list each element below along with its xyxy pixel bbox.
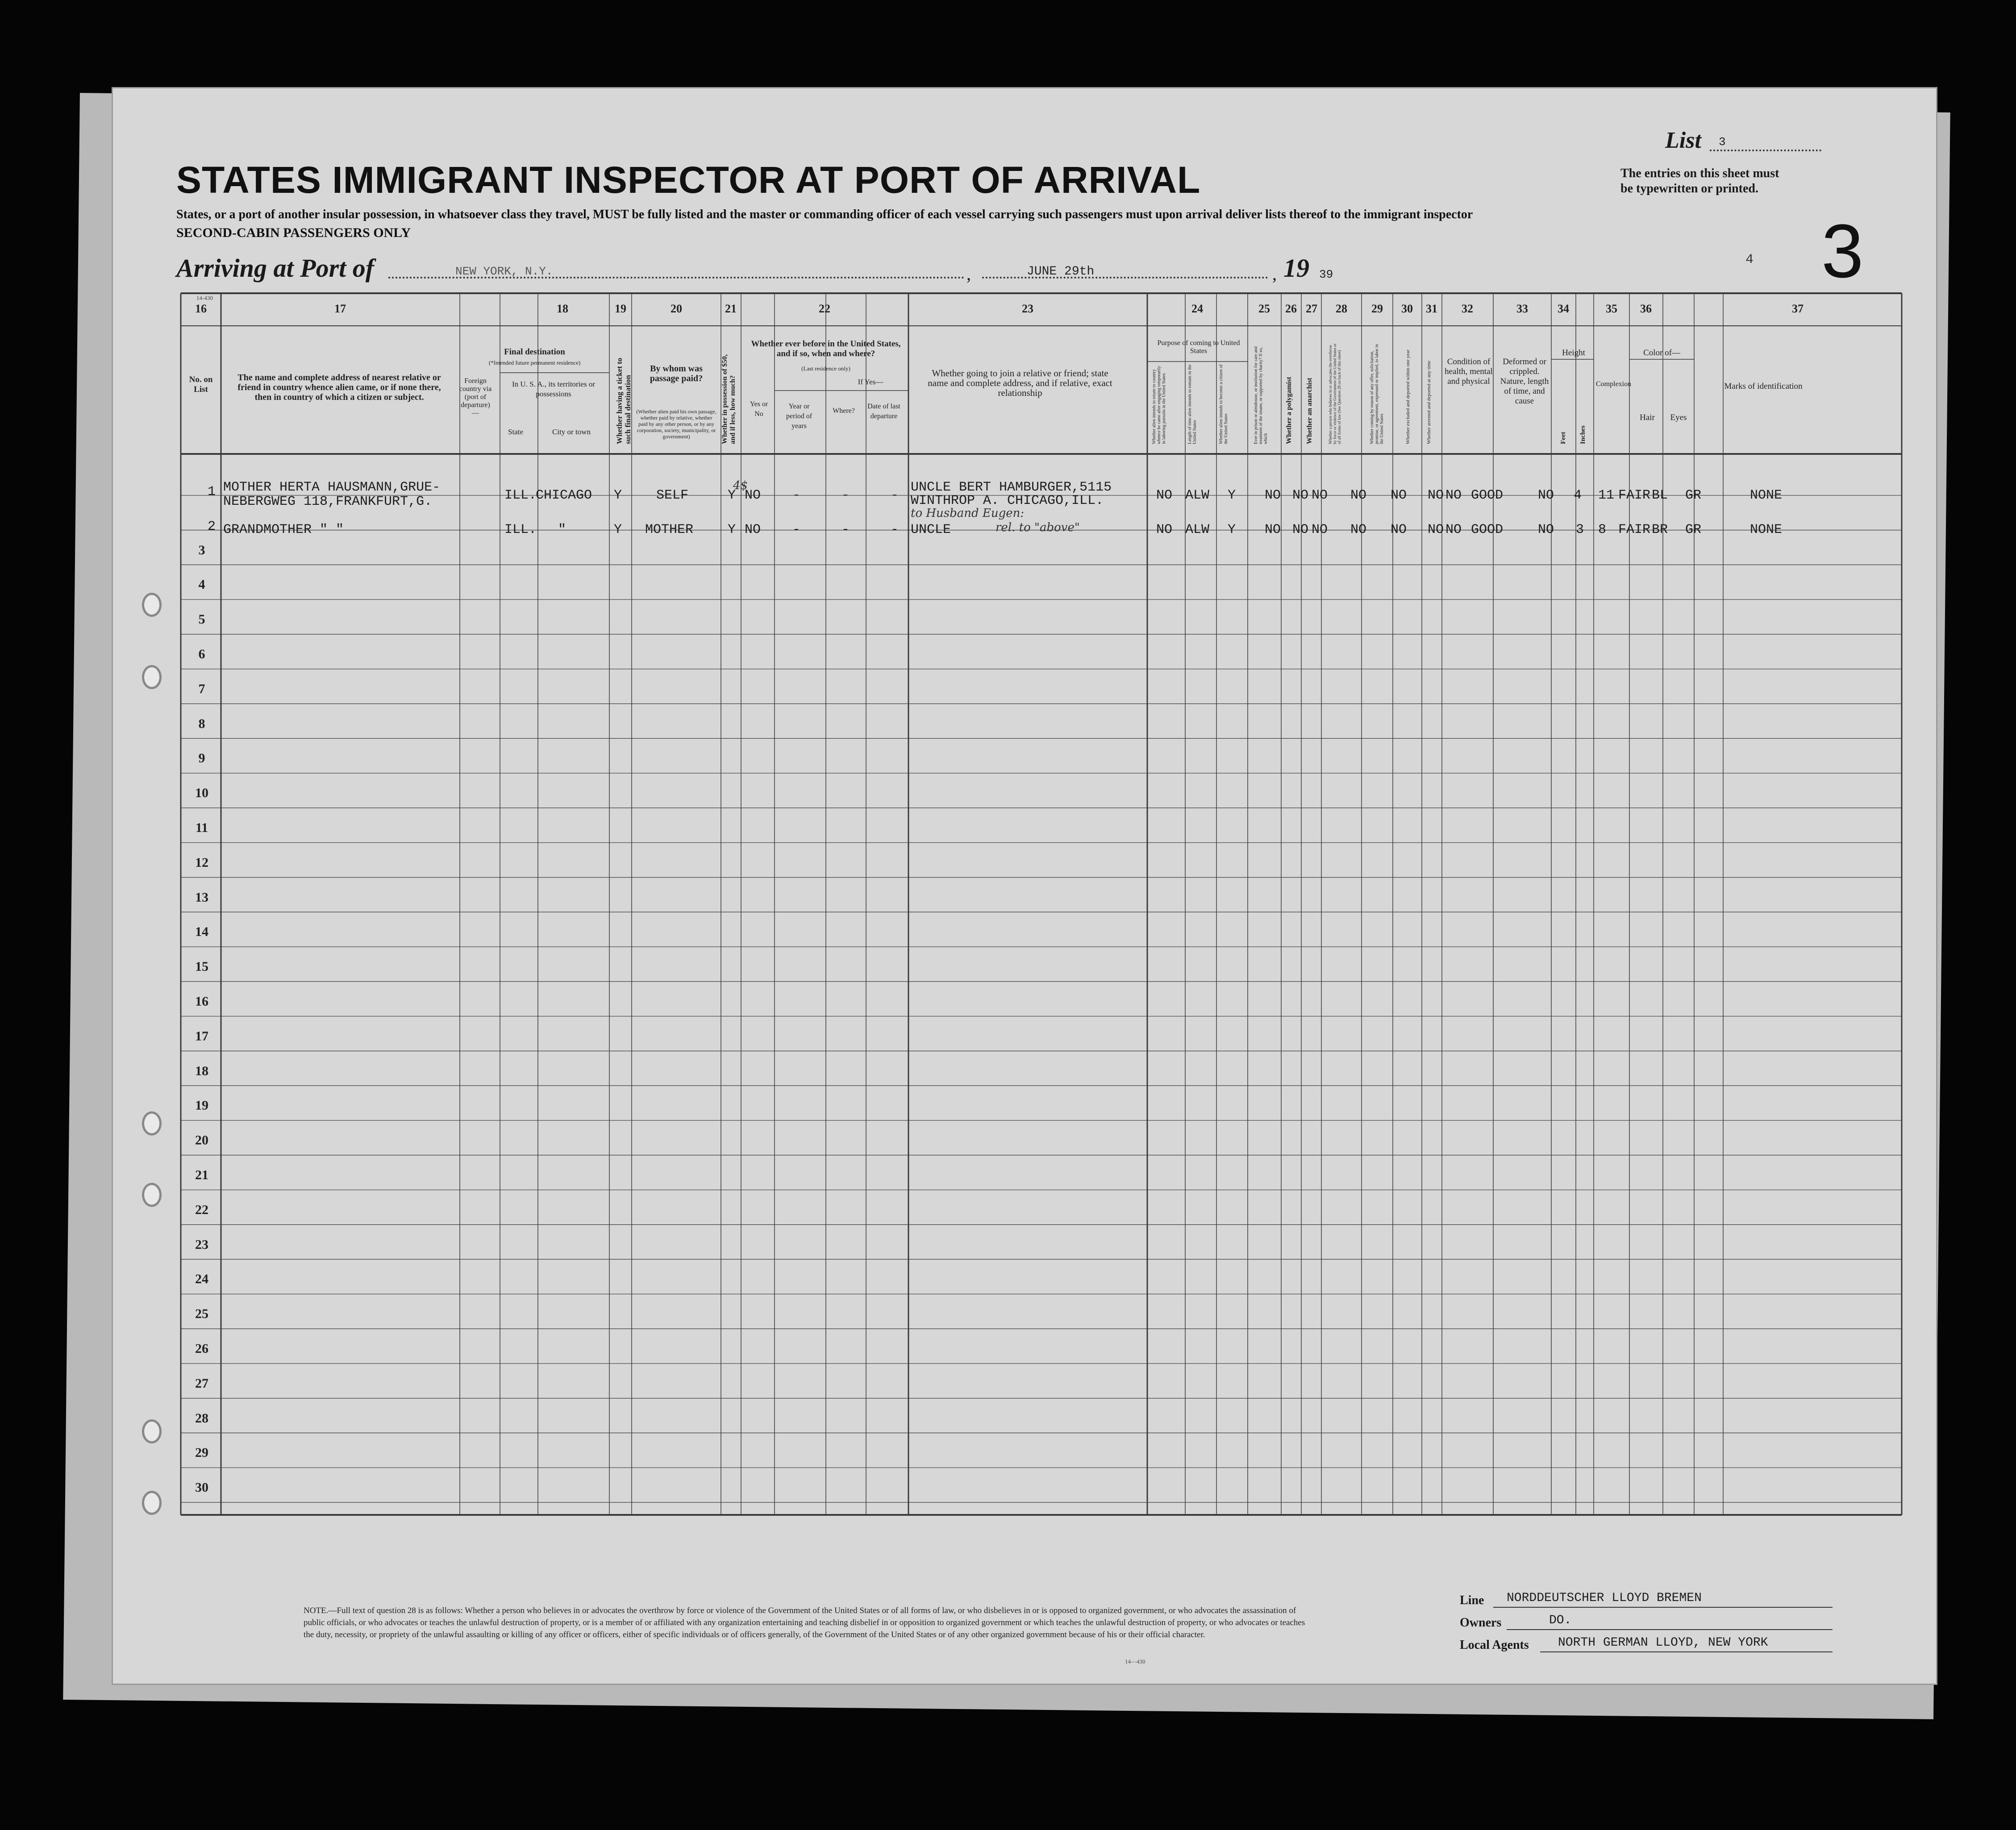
row-1-feet: 4 bbox=[1574, 488, 1582, 503]
column-number: 34 bbox=[1558, 302, 1569, 315]
row-2-marks: NONE bbox=[1750, 522, 1783, 537]
header-col24c: Whether alien intends to become a citizen of the United States bbox=[1219, 364, 1229, 444]
row-1-eyes: GR bbox=[1685, 488, 1702, 503]
row-2-state: ILL. bbox=[504, 522, 537, 537]
header-col24b: Length of time alien intends to remain in the United States bbox=[1187, 364, 1197, 444]
row-1-where: - bbox=[841, 488, 850, 503]
row-2-no: 2 bbox=[208, 519, 216, 534]
column-number: 17 bbox=[334, 302, 346, 315]
row-1-state: ILL. bbox=[504, 488, 537, 503]
row-1-length: ALW bbox=[1185, 488, 1210, 503]
agents-value: NORTH GERMAN LLOYD, NEW YORK bbox=[1558, 1636, 1768, 1650]
row-number: 9 bbox=[198, 751, 205, 766]
row-2-city: " bbox=[558, 522, 566, 537]
header-eyes: Eyes bbox=[1670, 413, 1687, 422]
port-comma: , bbox=[966, 264, 971, 284]
row-2-inches: 8 bbox=[1598, 522, 1607, 537]
row-1-overthrow: NO bbox=[1350, 488, 1367, 503]
column-number: 30 bbox=[1401, 302, 1413, 315]
row-2-citizen: Y bbox=[1228, 522, 1236, 537]
row-1-years: - bbox=[792, 488, 801, 503]
row-2-paid-by: MOTHER bbox=[645, 522, 694, 537]
row-number: 17 bbox=[195, 1028, 208, 1044]
binder-hole bbox=[142, 1491, 162, 1515]
row-number: 6 bbox=[198, 647, 205, 661]
header-col30: Whether excluded and deported within one year bbox=[1405, 349, 1411, 444]
date-comma: , bbox=[1272, 264, 1277, 284]
typewritten-note-2: be typewritten or printed. bbox=[1620, 182, 1758, 195]
row-2-polygamist: NO bbox=[1292, 522, 1309, 537]
header-col23: Whether going to join a relative or friend; state name and complete address, and if relative, exact relationship bbox=[928, 368, 1112, 398]
row-number: 27 bbox=[195, 1376, 208, 1391]
header-no-on-list: No. on List bbox=[189, 375, 213, 394]
subtitle-line-1: States, or a port of another insular possession, in whatsoever class they travel, MUST be fully listed and the master or commanding officer of each vessel carrying such passengers must upon arrival deliver lists thereof to the immigrant inspector bbox=[176, 208, 1473, 221]
row-1-joining-line-2: WINTHROP A. CHICAGO,ILL. bbox=[911, 493, 1104, 508]
year-suffix: 39 bbox=[1319, 268, 1333, 281]
header-complexion: Complexion bbox=[1596, 380, 1632, 388]
row-1-paid-by: SELF bbox=[656, 488, 689, 503]
row-number: 7 bbox=[198, 681, 205, 696]
row-2-labor: NO bbox=[1391, 522, 1407, 537]
header-height: Height bbox=[1562, 348, 1585, 358]
line-label: Line bbox=[1460, 1593, 1484, 1607]
column-number: 33 bbox=[1516, 302, 1528, 315]
row-number: 24 bbox=[195, 1272, 208, 1287]
binder-hole bbox=[142, 1183, 162, 1207]
typewritten-note-1: The entries on this sheet must bbox=[1620, 166, 1779, 180]
row-number: 28 bbox=[195, 1410, 208, 1426]
row-2-feet: 3 bbox=[1576, 522, 1584, 537]
row-1-money-hand: 4$ bbox=[733, 479, 748, 492]
row-2-hair: BR bbox=[1652, 522, 1668, 537]
column-number: 18 bbox=[557, 302, 568, 315]
column-number: 29 bbox=[1371, 302, 1383, 315]
column-number: 27 bbox=[1306, 302, 1317, 315]
column-number: 31 bbox=[1426, 302, 1437, 315]
page-title: STATES IMMIGRANT INSPECTOR AT PORT OF ARRIVAL bbox=[176, 159, 1201, 201]
row-number: 8 bbox=[198, 716, 205, 731]
row-1-relative-line-2: NEBERGWEG 118,FRANKFURT,G. bbox=[223, 494, 433, 509]
row-number: 25 bbox=[195, 1306, 208, 1322]
list-value: 3 bbox=[1719, 135, 1726, 149]
table-grid bbox=[112, 87, 1937, 1685]
header-col22-note: (Last residence only) bbox=[801, 365, 850, 372]
column-number: 20 bbox=[671, 302, 682, 315]
row-number: 13 bbox=[195, 890, 208, 905]
column-number: 37 bbox=[1792, 302, 1804, 315]
header-date-departure: Date of last departure bbox=[867, 403, 900, 420]
row-1-before-us: NO bbox=[745, 488, 761, 503]
row-1-labor: NO bbox=[1391, 488, 1407, 503]
line-underline bbox=[1493, 1607, 1833, 1608]
header-where: Where? bbox=[833, 407, 855, 415]
row-1-prison: NO bbox=[1265, 488, 1281, 503]
row-2-deported: NO bbox=[1445, 522, 1462, 537]
header-col32: Condition of health, mental and physical bbox=[1445, 357, 1493, 386]
row-number: 26 bbox=[195, 1341, 208, 1356]
row-2-return: NO bbox=[1156, 522, 1173, 537]
header-col28: Whether a person who believes in or advocates the overthrow by force or violence of the Government of the United States or of all forms of law (See Question 28 on back of this sheet) bbox=[1328, 343, 1341, 444]
agents-label: Local Agents bbox=[1460, 1638, 1529, 1652]
header-col21: Whether in possession of $50, and if less, how much? bbox=[721, 354, 737, 444]
row-2-years: - bbox=[792, 522, 801, 537]
header-col27: Whether an anarchist bbox=[1306, 378, 1313, 444]
row-2-departure: - bbox=[891, 522, 899, 537]
column-number: 22 bbox=[819, 302, 830, 315]
row-2-where: - bbox=[841, 522, 850, 537]
header-col25: Ever in prison or almshouse, or institution for care and treatment of the insane, or supported by charity? If so, which bbox=[1254, 346, 1268, 444]
row-2-anarchist: NO bbox=[1312, 522, 1328, 537]
row-1-polygamist: NO bbox=[1292, 488, 1309, 503]
row-number: 4 bbox=[198, 577, 205, 592]
row-1-anarchist: NO bbox=[1312, 488, 1328, 503]
header-final-destination: Final destination bbox=[504, 347, 565, 357]
subtitle-line-2: SECOND-CABIN PASSENGERS ONLY bbox=[176, 225, 411, 240]
binder-hole bbox=[142, 1111, 162, 1135]
header-col33: Deformed or crippled. Nature, length of time, and cause bbox=[1500, 357, 1549, 406]
header-col20: By whom was passage paid? bbox=[650, 364, 703, 383]
row-1-no: 1 bbox=[208, 484, 216, 499]
row-2-deformed: NO bbox=[1538, 522, 1554, 537]
row-number: 30 bbox=[195, 1480, 208, 1495]
row-2-excluded: NO bbox=[1428, 522, 1444, 537]
row-number: 5 bbox=[198, 612, 205, 627]
list-label: List bbox=[1665, 128, 1701, 153]
row-1-hair: BL bbox=[1652, 488, 1668, 503]
row-2-health: GOOD bbox=[1471, 522, 1504, 537]
form-code-top: 14-430 bbox=[196, 295, 213, 301]
header-col17: The name and complete address of nearest relative or friend in country whence alien came, or if none there, then in country of which a citizen or subject. bbox=[237, 373, 441, 402]
row-1-citizen: Y bbox=[1228, 488, 1236, 503]
sheet-number: 3 bbox=[1821, 209, 1864, 294]
row-number: 23 bbox=[195, 1237, 208, 1252]
row-1-health: GOOD bbox=[1471, 488, 1504, 503]
row-1-ticket: Y bbox=[614, 488, 622, 503]
row-1-joining-line-1: UNCLE BERT HAMBURGER,5115 bbox=[911, 480, 1112, 495]
row-1-inches: 11 bbox=[1598, 488, 1615, 503]
faint-number: 4 bbox=[1745, 252, 1754, 267]
header-city: City or town bbox=[552, 428, 591, 436]
row-number: 16 bbox=[195, 994, 208, 1009]
column-number: 35 bbox=[1606, 302, 1617, 315]
column-number: 28 bbox=[1336, 302, 1347, 315]
row-number: 22 bbox=[195, 1202, 208, 1217]
row-2-complexion: FAIR bbox=[1618, 522, 1651, 537]
row-number: 19 bbox=[195, 1098, 208, 1113]
header-inches: Inches bbox=[1579, 425, 1587, 444]
row-number: 18 bbox=[195, 1063, 208, 1078]
line-value: NORDDEUTSCHER LLOYD BREMEN bbox=[1507, 1591, 1702, 1605]
date-value: JUNE 29th bbox=[1027, 265, 1095, 279]
column-number: 36 bbox=[1640, 302, 1652, 315]
row-number: 20 bbox=[195, 1133, 208, 1148]
row-number: 11 bbox=[195, 820, 208, 835]
row-1-relative-line-1: MOTHER HERTA HAUSMANN,GRUE- bbox=[223, 480, 441, 495]
header-hair: Hair bbox=[1640, 413, 1655, 422]
column-number: 32 bbox=[1462, 302, 1473, 315]
row-2-ticket: Y bbox=[614, 522, 622, 537]
owners-underline bbox=[1507, 1629, 1833, 1630]
row-2-eyes: GR bbox=[1685, 522, 1702, 537]
row-number: 10 bbox=[195, 786, 208, 801]
footnote-question-28: NOTE.—Full text of question 28 is as follows: Whether a person who believes in or advocates the overthrow by force or violence of the Government of the United States or of all forms of law, or who disbelieves in or is opposed to organized government, or who advocates the assassination of public officials, or who advocates or teaches the unlawful destruction of property, or is a member of or affiliated with any organization entertaining and teaching disbelief in or opposition to organized government or which teaches the unlawful destruction of property, or who advocates or teaches the duty, necessity, or propriety of the unlawful assaulting or killing of any officer or officers, either of specific individuals or of officers generally, of the Government of the United States or of any other organized government because of his or their official character. bbox=[304, 1606, 1305, 1639]
binder-hole bbox=[142, 665, 162, 689]
owners-label: Owners bbox=[1460, 1616, 1502, 1630]
owners-value: DO. bbox=[1549, 1614, 1572, 1627]
column-number: 16 bbox=[195, 302, 207, 315]
header-in-usa: In U. S. A., its territories or possessions bbox=[512, 380, 596, 398]
binder-hole bbox=[142, 593, 162, 617]
header-col26: Whether a polygamist bbox=[1285, 377, 1293, 444]
row-1-deported: NO bbox=[1445, 488, 1462, 503]
header-state: State bbox=[508, 428, 523, 436]
header-year-period: Year or period of years bbox=[786, 403, 812, 430]
port-value: NEW YORK, N.Y. bbox=[455, 265, 553, 278]
form-code-bottom: 14—430 bbox=[1125, 1658, 1145, 1665]
column-number: 21 bbox=[725, 302, 737, 315]
row-1-complexion: FAIR bbox=[1618, 488, 1651, 503]
row-2-length: ALW bbox=[1185, 522, 1210, 537]
row-1-city: CHICAGO bbox=[536, 488, 592, 503]
row-number: 14 bbox=[195, 924, 208, 940]
header-if-yes: If Yes— bbox=[858, 378, 883, 386]
header-yes-no: Yes or No bbox=[750, 400, 768, 418]
header-col37: Marks of identification bbox=[1724, 382, 1803, 391]
header-col29: Whether coming by reason of any offer, solicitation, promise, or agreement, expressed or implied, to labor in the United States bbox=[1370, 344, 1384, 444]
column-number: 26 bbox=[1285, 302, 1297, 315]
header-color-of: Color of— bbox=[1643, 348, 1680, 358]
row-number: 21 bbox=[195, 1168, 208, 1182]
column-number: 19 bbox=[615, 302, 626, 315]
row-2-joining-line-1: UNCLE bbox=[911, 522, 951, 537]
row-2-prison: NO bbox=[1265, 522, 1281, 537]
row-2-money: Y bbox=[728, 522, 736, 537]
header-col19: Whether having a ticket to such final destination bbox=[615, 358, 632, 444]
row-2-before-us: NO bbox=[745, 522, 761, 537]
row-1-deformed: NO bbox=[1538, 488, 1554, 503]
row-1-joining-hand: to Husband Eugen: bbox=[911, 507, 1025, 520]
header-foreign-country: Foreign country via (port of departure)— bbox=[459, 377, 492, 417]
row-2-joining-hand: rel. to "above" bbox=[996, 521, 1080, 534]
row-number: 29 bbox=[195, 1445, 208, 1460]
agents-underline bbox=[1540, 1651, 1833, 1652]
row-1-departure: - bbox=[891, 488, 899, 503]
header-final-destination-note: (*Intended future permanent residence) bbox=[488, 359, 581, 366]
row-1-return: NO bbox=[1156, 488, 1173, 503]
row-1-money: Y bbox=[728, 488, 736, 503]
row-1-marks: NONE bbox=[1750, 488, 1783, 503]
column-number: 24 bbox=[1191, 302, 1203, 315]
row-1-excluded: NO bbox=[1428, 488, 1444, 503]
column-number: 23 bbox=[1022, 302, 1033, 315]
column-number: 25 bbox=[1258, 302, 1270, 315]
arriving-label: Arriving at Port of bbox=[176, 254, 375, 283]
header-col22: Whether ever before in the United States, and if so, when and where? bbox=[751, 339, 901, 358]
binder-hole bbox=[142, 1419, 162, 1443]
header-col20-note: (Whether alien paid his own passage, whether paid by relative, whether paid by any other person, or by any corporation, society, municipality, or government) bbox=[636, 408, 716, 440]
manifest-sheet bbox=[112, 87, 1937, 1685]
header-col24a: Whether alien intends to return to country whence he came after engaging temporarily in laboring pursuits in the United States bbox=[1152, 366, 1166, 444]
header-feet: Feet bbox=[1560, 432, 1567, 444]
row-number: 12 bbox=[195, 855, 208, 870]
row-2-relative-line-1: GRANDMOTHER " " bbox=[223, 522, 344, 537]
row-number: 15 bbox=[195, 959, 208, 974]
row-number: 3 bbox=[198, 542, 205, 557]
header-col24: Purpose of coming to United States bbox=[1157, 339, 1240, 355]
year-prefix: 19 bbox=[1283, 254, 1309, 283]
row-2-overthrow: NO bbox=[1350, 522, 1367, 537]
header-col31: Whether arrested and deported at any time bbox=[1426, 361, 1432, 444]
